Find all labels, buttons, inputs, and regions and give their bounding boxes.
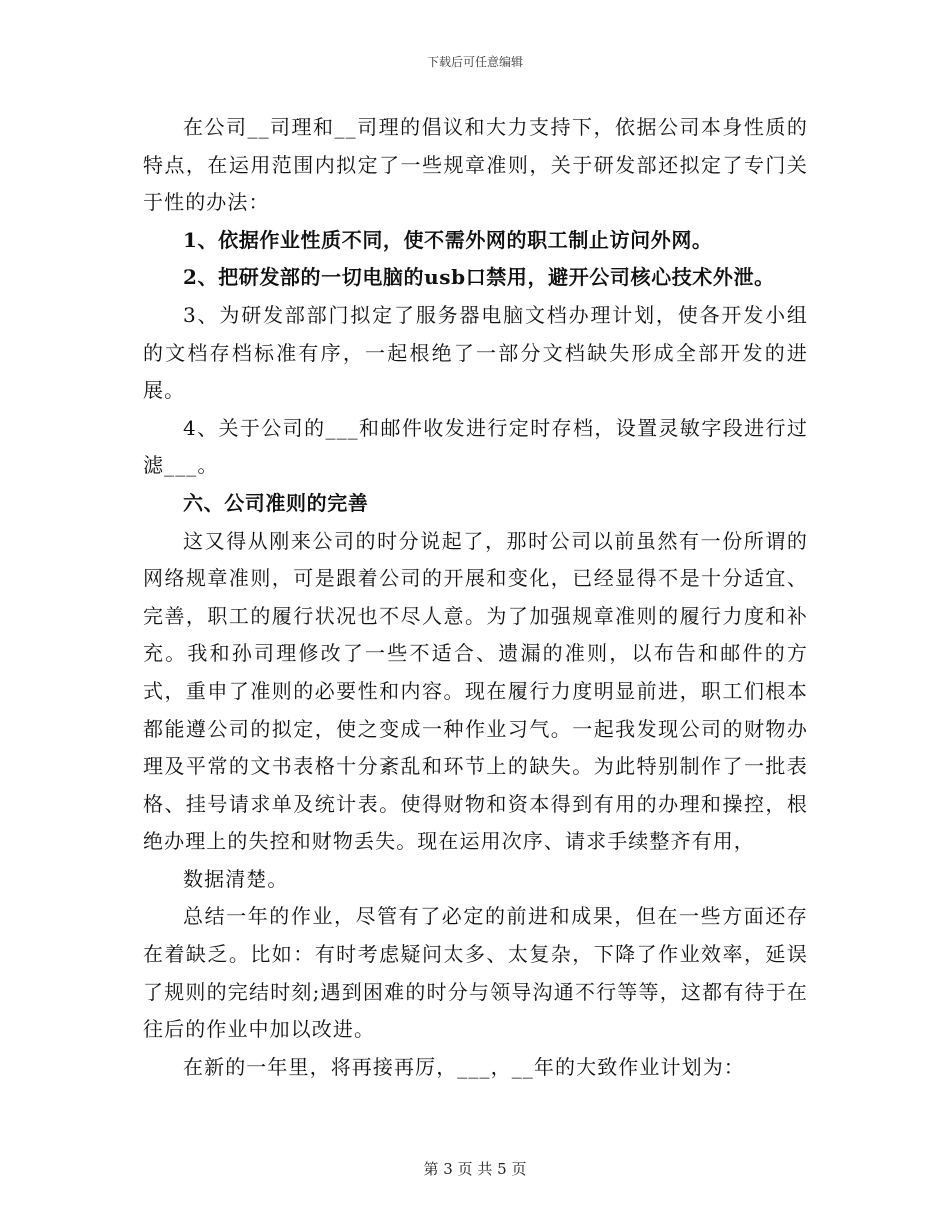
measure-item-4: 4、关于公司的___和邮件收发进行定时存档，设置灵敏字段进行过滤___。 [143,415,808,478]
plan-intro-paragraph: 在新的一年里，将再接再厉，___，__年的大致作业计划为： [183,1054,745,1079]
section-heading: 六、公司准则的完善 [183,490,369,515]
measure-item-1: 1、依据作业性质不同，使不需外网的职工制止访问外网。 [183,227,713,252]
measure-item-3: 3、为研发部部门拟定了服务器电脑文档办理计划，使各开发小组的文档存档标准有序，一起根绝了一部分文档缺失形成全部开发的进展。 [143,302,808,403]
intro-paragraph: 在公司__司理和__司理的倡议和大力支持下，依据公司本身性质的特点，在运用范围内拟定了一些规章准则，关于研发部还拟定了专门关于性的办法： [143,115,808,215]
rules-paragraph-end: 数据清楚。 [183,866,289,891]
measure-item-2: 2、把研发部的一切电脑的usb口禁用，避开公司核心技术外泄。 [183,265,775,290]
page-header: 下载后可任意编辑 [426,55,523,69]
document-body [143,109,808,1086]
rules-paragraph: 这又得从刚来公司的时分说起了，那时公司以前虽然有一份所谓的网络规章准则，可是跟着公司的开展和变化，已经显得不是十分适宜、完善，职工的履行状况也不尽人意。为了加强规章准则的履行力度和补充。我和孙司理修改了一些不适合、遗漏的准则，以布告和邮件的方式，重申了准则的必要性和内容。现在履行力度明显前进，职工们根本都能遵公司的拟定，使之变成一种作业习气。一起我发现公司的财物办理及平常的文书表格十分紊乱和环节上的缺失。为此特别制作了一批表格、挂号请求单及统计表。使得财物和资本得到有用的办理和操控，根绝办理上的失控和财物丢失。现在运用次序、请求手续整齐有用， [143,528,808,854]
summary-paragraph: 总结一年的作业，尽管有了必定的前进和成果，但在一些方面还存在着缺乏。比如：有时考虑疑问太多、太复杂，下降了作业效率，延误了规则的完结时刻;遇到困难的时分与领导沟通不行等等，这都有待于在往后的作业中加以改进。 [143,904,808,1042]
page-footer: 第 3 页 共 5 页 [423,1160,527,1178]
